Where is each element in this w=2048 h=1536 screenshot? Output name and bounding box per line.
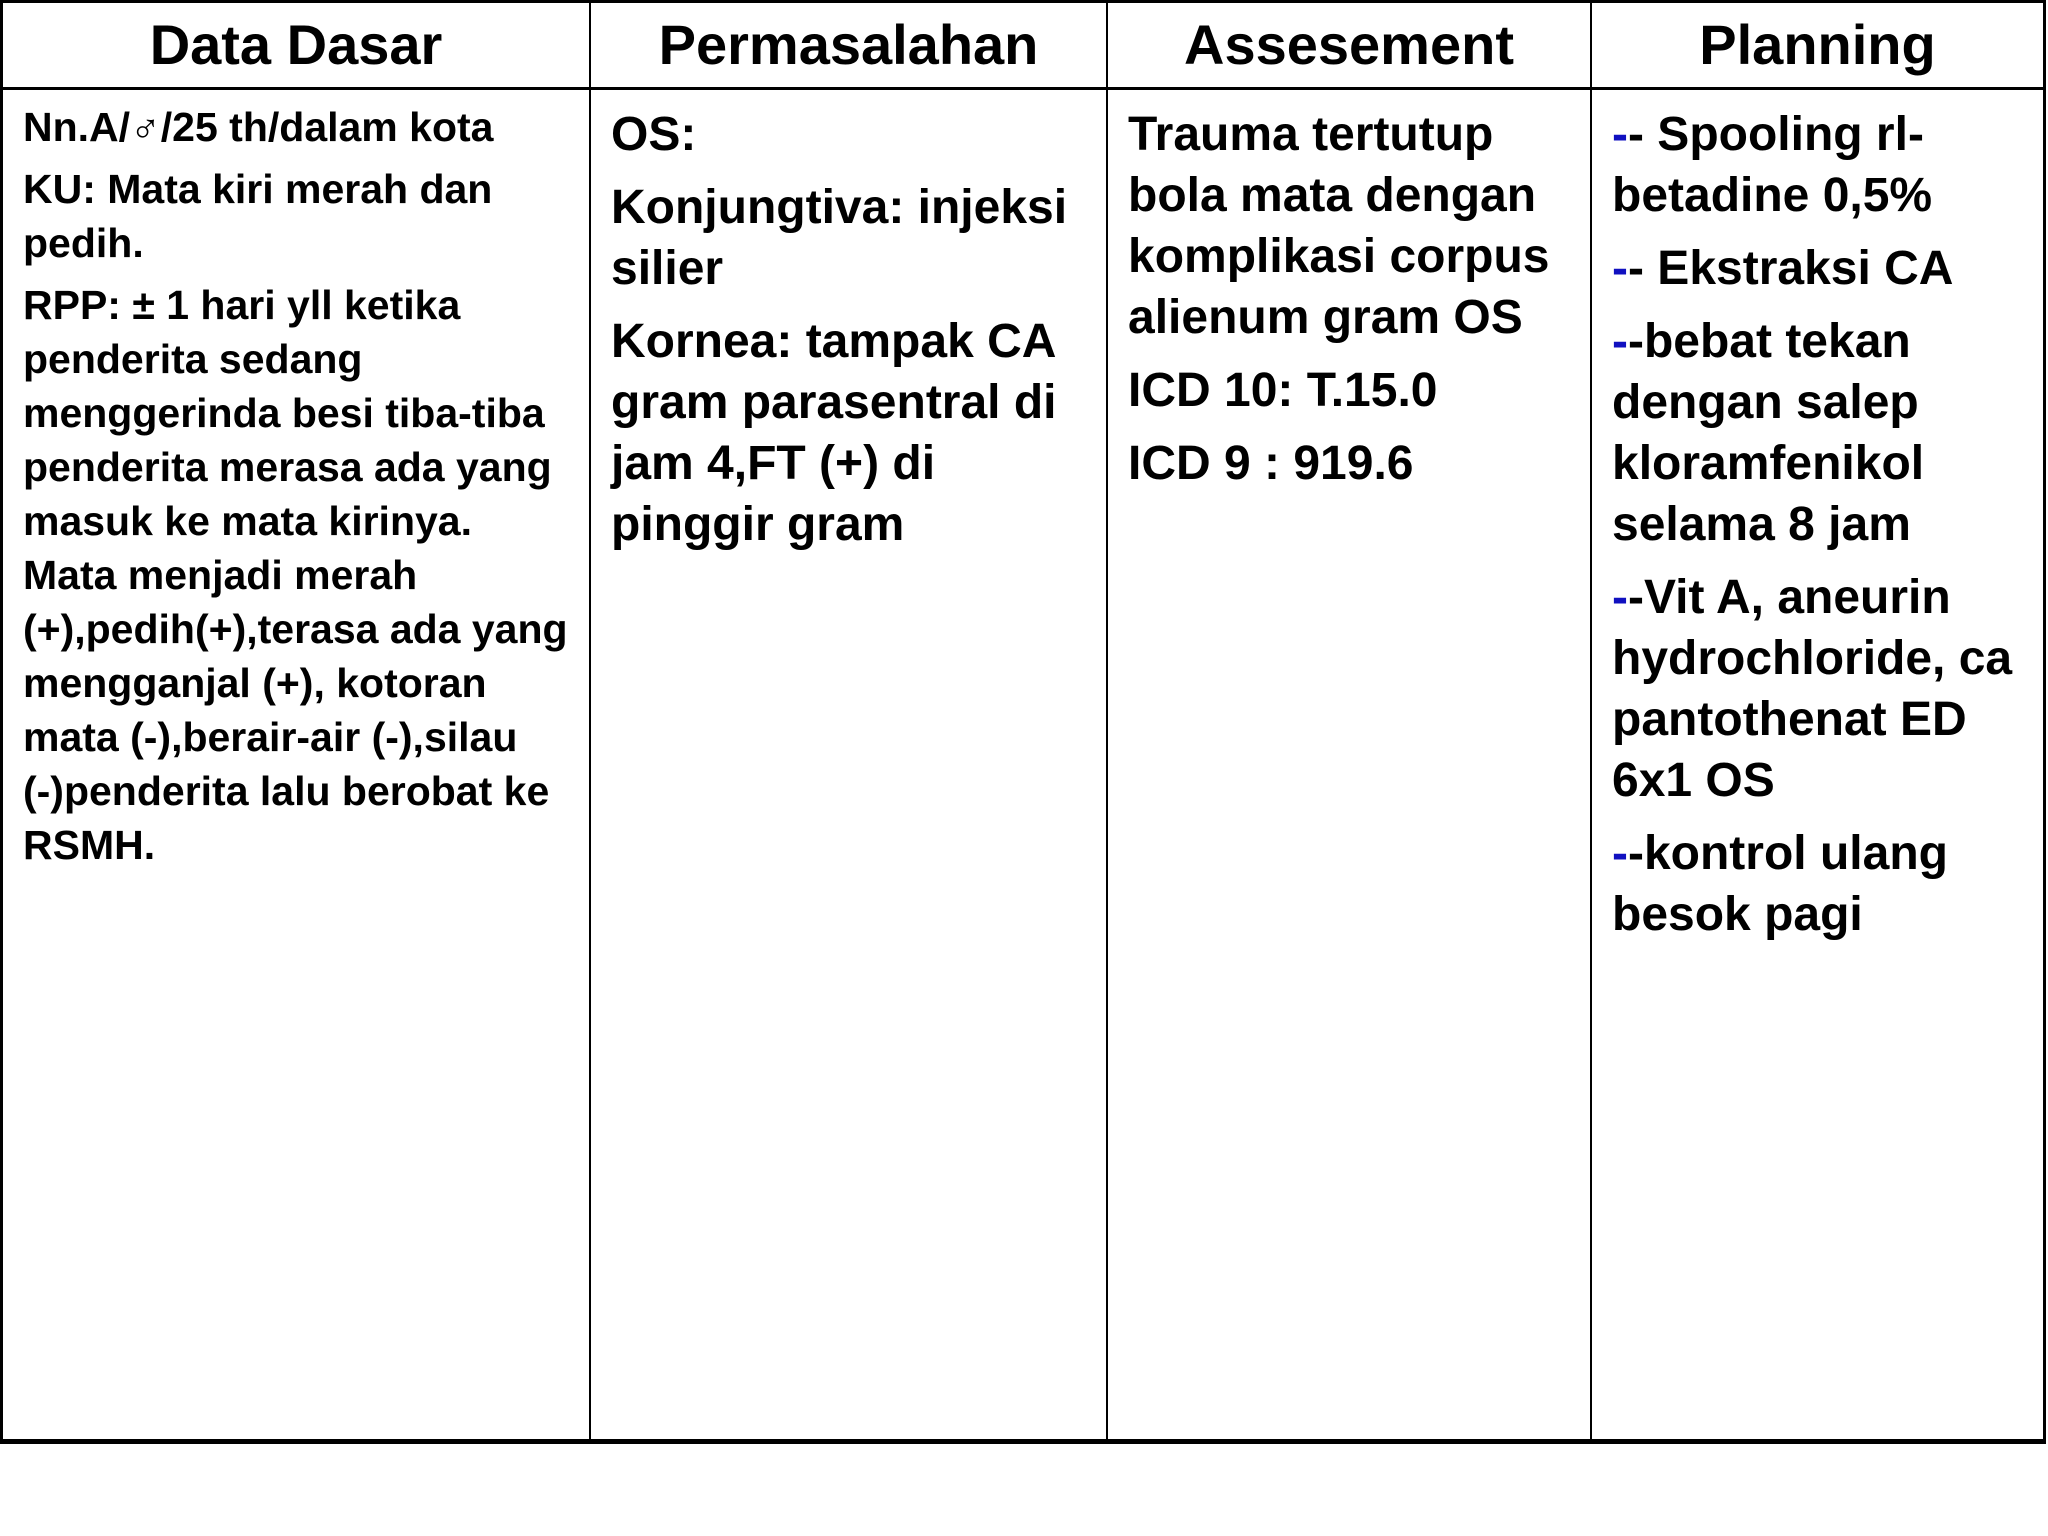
header-assesement: Assesement bbox=[1108, 3, 1590, 90]
planning-dash: - bbox=[1612, 242, 1628, 295]
icd9-code: ICD 9 : 919.6 bbox=[1128, 437, 1414, 490]
planning-item bbox=[1612, 104, 2025, 226]
column-planning bbox=[1592, 3, 2043, 1439]
planning-item bbox=[1612, 823, 2025, 945]
diagnosis: Trauma tertutup bola mata dengan komplikasi corpus alienum gram OS bbox=[1128, 108, 1550, 344]
column-permasalahan bbox=[591, 3, 1108, 1439]
planning-item bbox=[1612, 311, 2025, 555]
os-label: OS: bbox=[611, 108, 697, 161]
kornea-finding: Kornea: tampak CA gram parasentral di jam 4,FT (+) di pinggir gram bbox=[611, 315, 1057, 551]
header-planning: Planning bbox=[1592, 3, 2043, 90]
planning-dash: - bbox=[1612, 315, 1628, 368]
riwayat-perjalanan-penyakit: RPP: ± 1 hari yll ketika penderita sedang menggerinda besi tiba-tiba penderita merasa ada yang masuk ke mata kirinya. Mata menjadi merah (+),pedih(+),terasa ada yang mengganjal (+), kotoran mata (-),berair-air (-),silau (-)penderita lalu berobat ke RSMH. bbox=[23, 282, 568, 868]
planning-item bbox=[1612, 567, 2025, 811]
planning-text: -kontrol ulang besok pagi bbox=[1612, 827, 1948, 941]
planning-text: -bebat tekan dengan salep kloramfenikol selama 8 jam bbox=[1612, 315, 1925, 551]
planning-dash: - bbox=[1612, 571, 1628, 624]
keluhan-utama: KU: Mata kiri merah dan pedih. bbox=[23, 166, 493, 266]
konjungtiva-finding: Konjungtiva: injeksi silier bbox=[611, 181, 1068, 295]
planning-item bbox=[1612, 238, 2025, 299]
column-data-dasar bbox=[3, 3, 591, 1439]
column-assesement bbox=[1108, 3, 1592, 1439]
planning-text: - Ekstraksi CA bbox=[1627, 242, 1954, 295]
data-dasar-content bbox=[3, 90, 589, 872]
planning-text: -Vit A, aneurin hydrochloride, ca pantothenat ED 6x1 OS bbox=[1612, 571, 2013, 807]
icd10-code: ICD 10: T.15.0 bbox=[1128, 364, 1438, 417]
patient-identity: Nn.A/♂/25 th/dalam kota bbox=[23, 104, 494, 150]
planning-dash: - bbox=[1612, 827, 1628, 880]
planning-dash: - bbox=[1612, 108, 1628, 161]
planning-content bbox=[1592, 90, 2043, 945]
assesement-content bbox=[1108, 90, 1590, 494]
header-data-dasar: Data Dasar bbox=[3, 3, 589, 90]
permasalahan-content bbox=[591, 90, 1106, 555]
header-permasalahan: Permasalahan bbox=[591, 3, 1106, 90]
planning-text: - Spooling rl-betadine 0,5% bbox=[1612, 108, 1933, 222]
